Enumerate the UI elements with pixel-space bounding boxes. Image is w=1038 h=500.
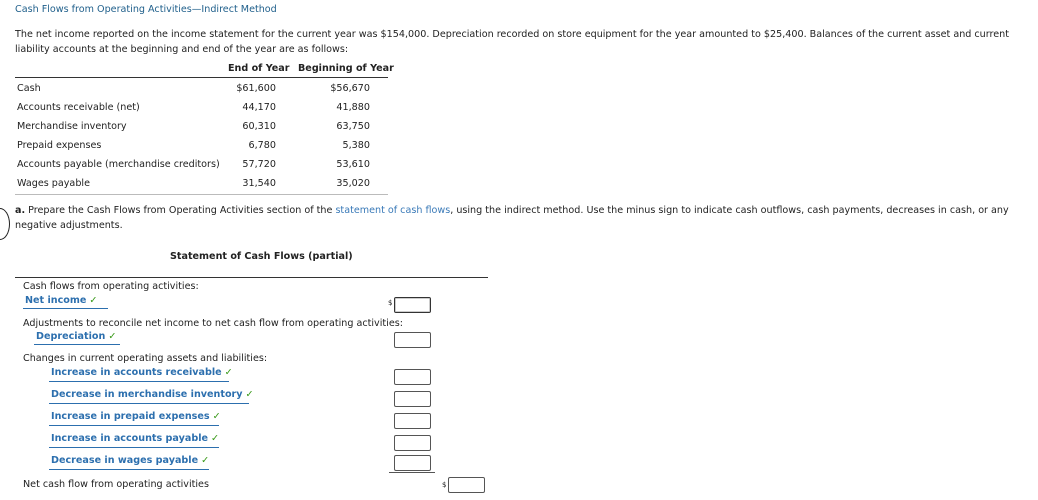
depreciation-input[interactable] bbox=[394, 332, 431, 348]
change-item-label bbox=[51, 433, 219, 444]
question-text-2: , using the indirect method. Use the minus sign to indicate cash outflows, cash payments, decreases in cash, or any negative adjustments. bbox=[15, 205, 1009, 231]
answer-underline bbox=[49, 403, 249, 404]
change-item-text: Increase in accounts receivable bbox=[51, 367, 222, 378]
adjustments-label: Adjustments to reconcile net income to net cash flow from operating activities: bbox=[23, 318, 403, 329]
change-item-text: Decrease in wages payable bbox=[51, 455, 199, 466]
table-top-rule bbox=[15, 77, 388, 78]
net-income-label bbox=[25, 295, 97, 306]
change-item-text: Increase in accounts payable bbox=[51, 433, 208, 444]
row-label: Cash bbox=[17, 83, 41, 94]
col-header-begin: Beginning of Year bbox=[298, 63, 394, 74]
check-icon: ✓ bbox=[89, 295, 98, 306]
row-begin: 35,020 bbox=[336, 178, 370, 189]
row-begin: 41,880 bbox=[336, 102, 370, 113]
check-icon: ✓ bbox=[245, 389, 254, 400]
subtotal-rule bbox=[389, 472, 435, 473]
row-begin: 5,380 bbox=[342, 140, 370, 151]
problem-intro: The net income reported on the income statement for the current year was $154,000. Depreciation recorded on store equipment for the year amounted to $25,400. Balances of the current asset and current liability accounts at the beginning and end of the year are as follows: bbox=[15, 29, 1010, 55]
answer-underline bbox=[23, 308, 108, 309]
row-label: Wages payable bbox=[17, 178, 90, 189]
depreciation-label bbox=[36, 331, 116, 342]
statement-top-rule bbox=[15, 277, 488, 278]
glossary-link[interactable]: statement of cash flows bbox=[335, 205, 451, 216]
row-label: Accounts receivable (net) bbox=[17, 102, 140, 113]
answer-underline bbox=[49, 447, 219, 448]
check-icon: ✓ bbox=[211, 433, 220, 444]
row-end: 57,720 bbox=[242, 159, 276, 170]
net-cash-input[interactable] bbox=[448, 477, 485, 493]
change-input[interactable] bbox=[394, 391, 431, 407]
row-end: $61,600 bbox=[236, 83, 276, 94]
answer-underline bbox=[49, 381, 229, 382]
page-title: Cash Flows from Operating Activities—Indirect Method bbox=[15, 4, 277, 15]
row-begin: 63,750 bbox=[336, 121, 370, 132]
statement-title: Statement of Cash Flows (partial) bbox=[170, 251, 353, 262]
change-item-text: Decrease in merchandise inventory bbox=[51, 389, 243, 400]
row-begin: 53,610 bbox=[336, 159, 370, 170]
change-input[interactable] bbox=[394, 435, 431, 451]
change-input[interactable] bbox=[394, 369, 431, 385]
row-label: Merchandise inventory bbox=[17, 121, 127, 132]
check-icon: ✓ bbox=[224, 367, 233, 378]
question-a bbox=[15, 203, 1025, 233]
section-label: Cash flows from operating activities: bbox=[23, 281, 199, 292]
answer-underline bbox=[34, 344, 120, 345]
question-text-1: Prepare the Cash Flows from Operating Activities section of the bbox=[25, 205, 336, 216]
net-cash-label: Net cash flow from operating activities bbox=[23, 479, 209, 490]
currency-symbol: $ bbox=[442, 481, 447, 489]
row-label: Accounts payable (merchandise creditors) bbox=[17, 159, 220, 170]
change-input[interactable] bbox=[394, 455, 431, 471]
row-begin: $56,670 bbox=[330, 83, 370, 94]
change-item-label bbox=[51, 367, 233, 378]
row-label: Prepaid expenses bbox=[17, 140, 102, 151]
check-icon: ✓ bbox=[108, 331, 117, 342]
change-item-label bbox=[51, 411, 221, 422]
change-item-text: Increase in prepaid expenses bbox=[51, 411, 210, 422]
row-end: 60,310 bbox=[242, 121, 276, 132]
answer-underline bbox=[49, 425, 219, 426]
net-income-input[interactable] bbox=[394, 297, 431, 313]
changes-label: Changes in current operating assets and liabilities: bbox=[23, 353, 268, 364]
question-prefix: a. bbox=[15, 205, 26, 216]
change-item-label bbox=[51, 455, 209, 466]
change-input[interactable] bbox=[394, 413, 431, 429]
table-bottom-rule bbox=[15, 194, 388, 195]
depreciation-text: Depreciation bbox=[36, 331, 106, 342]
row-end: 6,780 bbox=[248, 140, 276, 151]
col-header-end: End of Year bbox=[228, 63, 290, 74]
row-end: 44,170 bbox=[242, 102, 276, 113]
check-icon: ✓ bbox=[212, 411, 221, 422]
currency-symbol: $ bbox=[388, 299, 393, 307]
net-income-text: Net income bbox=[25, 295, 87, 306]
answer-underline bbox=[49, 469, 209, 470]
row-end: 31,540 bbox=[242, 178, 276, 189]
check-icon: ✓ bbox=[201, 455, 210, 466]
change-item-label bbox=[51, 389, 254, 400]
question-bracket-icon bbox=[0, 208, 10, 240]
